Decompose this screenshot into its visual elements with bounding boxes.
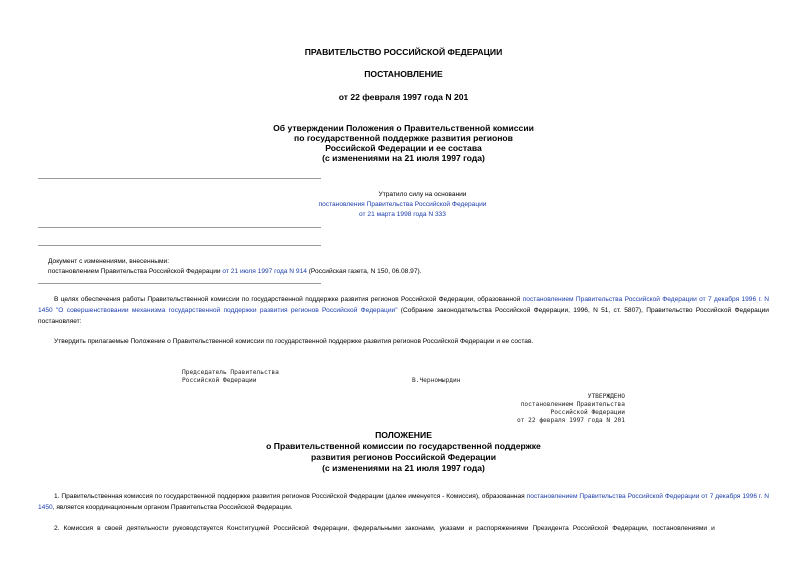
government-name: ПРАВИТЕЛЬСТВО РОССИЙСКОЙ ФЕДЕРАЦИИ xyxy=(304,47,503,57)
divider xyxy=(38,178,321,179)
approved-label: УТВЕРЖДЕНО xyxy=(587,393,625,400)
document-type: ПОСТАНОВЛЕНИЕ xyxy=(364,69,443,79)
signature-name: В.Черномырдин xyxy=(412,377,461,384)
regulation-title: ПОЛОЖЕНИЕ xyxy=(375,430,432,440)
approved-org: Российской Федерации xyxy=(550,409,625,416)
signature-title-2: Российской Федерации xyxy=(182,377,257,384)
changes-prefix: постановлением Правительства Российской Федерации xyxy=(48,268,223,275)
item1-text-1: 1. Правительственная комиссия по государственной поддержке развития регионов Российской Федерации (далее именуется - Комиссия), образованная xyxy=(54,493,527,500)
item1-link[interactable]: постановлением Правительства Российской Федерации от 7 декабря 1996 г. N 1450 xyxy=(38,493,770,511)
title-line-2: по государственной поддержке развития регионов xyxy=(294,133,513,143)
signature-title-1: Председатель Правительства xyxy=(182,369,279,376)
preamble-text-2: (Собрание законодательства Российской Федерации, 1996, N 51, ст. 5807), Правительство Российской Федерации постановляет: xyxy=(38,307,769,325)
title-line-1: Об утверждении Положения о Правительственной комиссии xyxy=(273,123,534,133)
changes-intro: Документ с изменениями, внесенными: xyxy=(48,258,170,265)
regulation-item-1 xyxy=(38,491,769,513)
changes-link[interactable]: от 21 июля 1997 года N 914 xyxy=(222,268,307,275)
title-line-3: Российской Федерации и ее состава xyxy=(325,143,482,153)
approved-by: постановлением Правительства xyxy=(520,401,625,408)
regulation-item-2: 2. Комиссия в своей деятельности руководствуется Конституцией Российской Федерации, федеральными законами, указами и распоряжениями Президента Российской Федерации, постановлениями и xyxy=(54,525,715,532)
document-date-number: от 22 февраля 1997 года N 201 xyxy=(338,92,469,102)
approved-date: от 22 февраля 1997 года N 201 xyxy=(516,417,625,424)
changes-suffix: (Российская газета, N 150, 06.08.97). xyxy=(306,268,422,275)
preamble-text-1: В целях обеспечения работы Правительственной комиссии по государственной поддержке развития регионов Российской Федерации, образованной xyxy=(54,296,523,303)
changes-reference xyxy=(48,267,422,277)
divider xyxy=(38,283,321,284)
regulation-title-line-3: (с изменениями на 21 июля 1997 года) xyxy=(322,463,485,473)
lost-force-link-date[interactable]: от 21 марта 1998 года N 333 xyxy=(359,211,446,218)
preamble-link[interactable]: постановлением Правительства Российской Федерации от 7 декабря 1996 г. N 1450 "О совершенствовании механизма государственной поддержки развития регионов Российской Федерации" xyxy=(38,296,769,314)
lost-force-note: Утратило силу на основании xyxy=(378,191,467,198)
preamble-paragraph xyxy=(38,294,769,327)
approve-paragraph: Утвердить прилагаемые Положение о Правительственной комиссии по государственной поддержке развития регионов Российской Федерации и ее состав. xyxy=(54,338,534,345)
item1-text-2: , является координационным органом Правительства Российской Федерации. xyxy=(52,504,293,511)
regulation-title-line-2: развития регионов Российской Федерации xyxy=(310,452,496,462)
regulation-title-line-1: о Правительственной комиссии по государственной поддержке xyxy=(266,441,541,451)
title-line-4: (с изменениями на 21 июля 1997 года) xyxy=(322,153,485,163)
divider xyxy=(38,245,321,246)
divider xyxy=(38,227,321,228)
lost-force-link[interactable]: постановления Правительства Российской Федерации xyxy=(318,201,487,208)
